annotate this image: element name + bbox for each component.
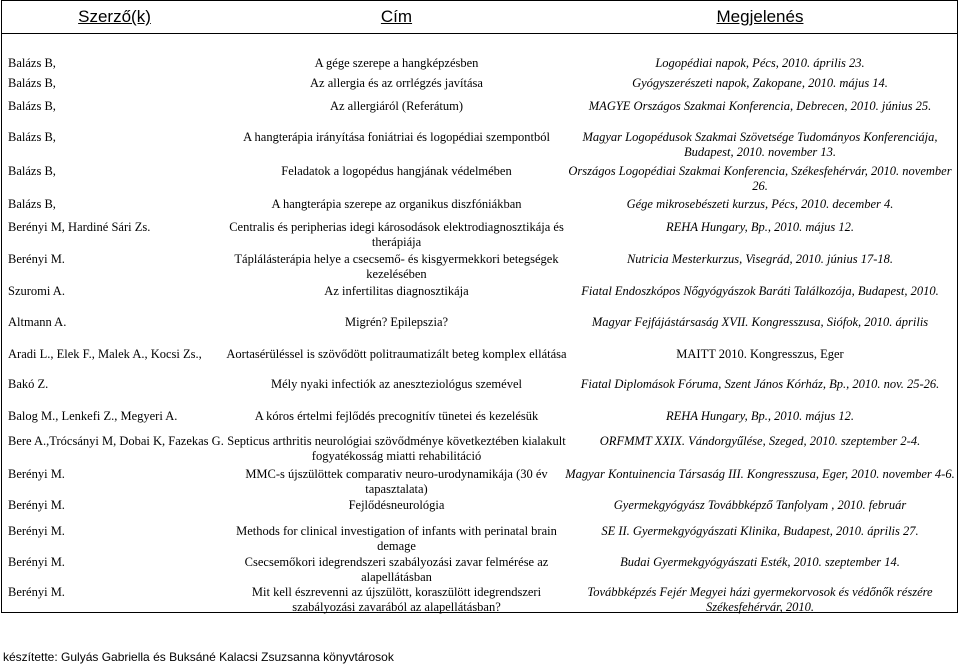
title-cell: MMC-s újszülöttek comparativ neuro-urodynamikája (30 év tapasztalata) — [245, 467, 548, 496]
publications-table — [1, 0, 958, 613]
title-cell: Migrén? Epilepszia? — [344, 315, 449, 329]
author-cell: Berényi M. — [8, 467, 65, 481]
published-cell: Nutricia Mesterkurzus, Visegrád, 2010. június 17-18. — [626, 252, 894, 266]
published-cell: MAITT 2010. Kongresszus, Eger — [676, 347, 844, 361]
title-cell: A gége szerepe a hangképzésben — [314, 56, 479, 70]
header-title: Cím — [380, 7, 413, 26]
author-cell: Berényi M. — [8, 498, 65, 512]
published-cell: SE II. Gyermekgyógyászati Klinika, Budapest, 2010. április 27. — [601, 524, 919, 538]
table-body — [1, 33, 958, 613]
author-cell: Balázs B, — [8, 56, 56, 70]
published-cell: Fiatal Endoszkópos Nőgyógyászok Baráti Találkozója, Budapest, 2010. — [581, 284, 939, 298]
author-cell: Balázs B, — [8, 130, 56, 144]
author-cell: Aradi L., Elek F., Malek A., Kocsi Zs., — [8, 347, 202, 361]
title-cell: Mit kell észrevenni az újszülött, koraszülött idegrendszeri szabályozási zavarából az alapellátásban? — [251, 585, 542, 614]
compiled-by-note: készítette: Gulyás Gabriella és Buksáné Kalacsi Zsuzsanna könyvtárosok — [3, 650, 394, 664]
published-cell: Továbbképzés Fejér Megyei házi gyermekorvosok és védőnők részére Székesfehérvár, 2010. — [587, 585, 933, 614]
author-cell: Balog M., Lenkefi Z., Megyeri A. — [8, 409, 178, 423]
title-cell: Fejlődésneurológia — [348, 498, 445, 512]
title-cell: Táplálásterápia helye a csecsemő- és kisgyermekkori betegségek kezelésében — [234, 252, 559, 281]
header-published: Megjelenés — [716, 7, 804, 26]
published-cell: ORFMMT XXIX. Vándorgyűlése, Szeged, 2010. szeptember 2-4. — [599, 434, 921, 448]
title-cell: A hangterápia irányítása foniátriai és logopédiai szempontból — [243, 130, 550, 144]
title-cell: Az allergiáról (Referátum) — [329, 99, 464, 113]
title-cell: Az allergia és az orrlégzés javítása — [310, 76, 483, 90]
author-cell: Berényi M. — [8, 555, 65, 569]
title-cell: Methods for clinical investigation of infants with perinatal brain demage — [236, 524, 557, 553]
author-cell: Bere A.,Trócsányi M, Dobai K, Fazekas G. — [8, 434, 224, 448]
author-cell: Balázs B, — [8, 197, 56, 211]
published-cell: Gyógyszerészeti napok, Zakopane, 2010. május 14. — [632, 76, 888, 90]
title-cell: Centralis és peripherias idegi károsodások elektrodiagnosztikája és therápiája — [229, 220, 564, 249]
published-cell: REHA Hungary, Bp., 2010. május 12. — [666, 409, 854, 423]
title-cell: A hangterápia szerepe az organikus diszfóniákban — [271, 197, 522, 211]
author-cell: Szuromi A. — [8, 284, 65, 298]
published-cell: REHA Hungary, Bp., 2010. május 12. — [666, 220, 854, 234]
title-cell: Feladatok a logopédus hangjának védelmében — [281, 164, 512, 178]
published-cell: Budai Gyermekgyógyászati Esték, 2010. szeptember 14. — [620, 555, 900, 569]
author-cell: Bakó Z. — [8, 377, 49, 391]
published-cell: Magyar Fejfájástársaság XVII. Kongresszusa, Siófok, 2010. április — [591, 315, 929, 329]
author-cell: Altmann A. — [8, 315, 67, 329]
published-cell: Országos Logopédiai Szakmai Konferencia, Székesfehérvár, 2010. november 26. — [568, 164, 952, 193]
published-cell: Gége mikrosebészeti kurzus, Pécs, 2010. december 4. — [626, 197, 894, 211]
author-cell: Balázs B, — [8, 76, 56, 90]
published-cell: Magyar Logopédusok Szakmai Szövetsége Tudományos Konferenciája, Budapest, 2010. november 13. — [582, 130, 938, 159]
published-cell: MAGYE Országos Szakmai Konferencia, Debrecen, 2010. június 25. — [588, 99, 932, 113]
author-cell: Berényi M. — [8, 524, 65, 538]
title-cell: Csecsemőkori idegrendszeri szabályozási zavar felmérése az alapellátásban — [244, 555, 549, 584]
title-cell: Aortasérüléssel is szövődött politraumatizált beteg komplex ellátása — [226, 347, 567, 361]
author-cell: Berényi M, Hardiné Sári Zs. — [8, 220, 151, 234]
header-author: Szerző(k) — [78, 7, 151, 26]
title-cell: Septicus arthritis neurológiai szövődménye következtében kialakult fogyatékosság miatti rehabilitáció — [227, 434, 566, 463]
author-cell: Berényi M. — [8, 585, 65, 599]
title-cell: A kóros értelmi fejlődés precognitív tünetei és kezelésük — [254, 409, 539, 423]
published-cell: Gyermekgyógyász Továbbképző Tanfolyam , 2010. február — [613, 498, 907, 512]
title-cell: Az infertilitas diagnosztikája — [324, 284, 469, 298]
title-cell: Mély nyaki infectiók az aneszteziológus szemével — [271, 377, 522, 391]
published-cell: Logopédiai napok, Pécs, 2010. április 23. — [655, 56, 865, 70]
author-cell: Berényi M. — [8, 252, 65, 266]
published-cell: Magyar Kontuinencia Társaság III. Kongresszusa, Eger, 2010. november 4-6. — [565, 467, 955, 481]
author-cell: Balázs B, — [8, 99, 56, 113]
author-cell: Balázs B, — [8, 164, 56, 178]
table-header — [1, 0, 958, 34]
published-cell: Fiatal Diplomások Fóruma, Szent János Kórház, Bp., 2010. nov. 25-26. — [580, 377, 940, 391]
